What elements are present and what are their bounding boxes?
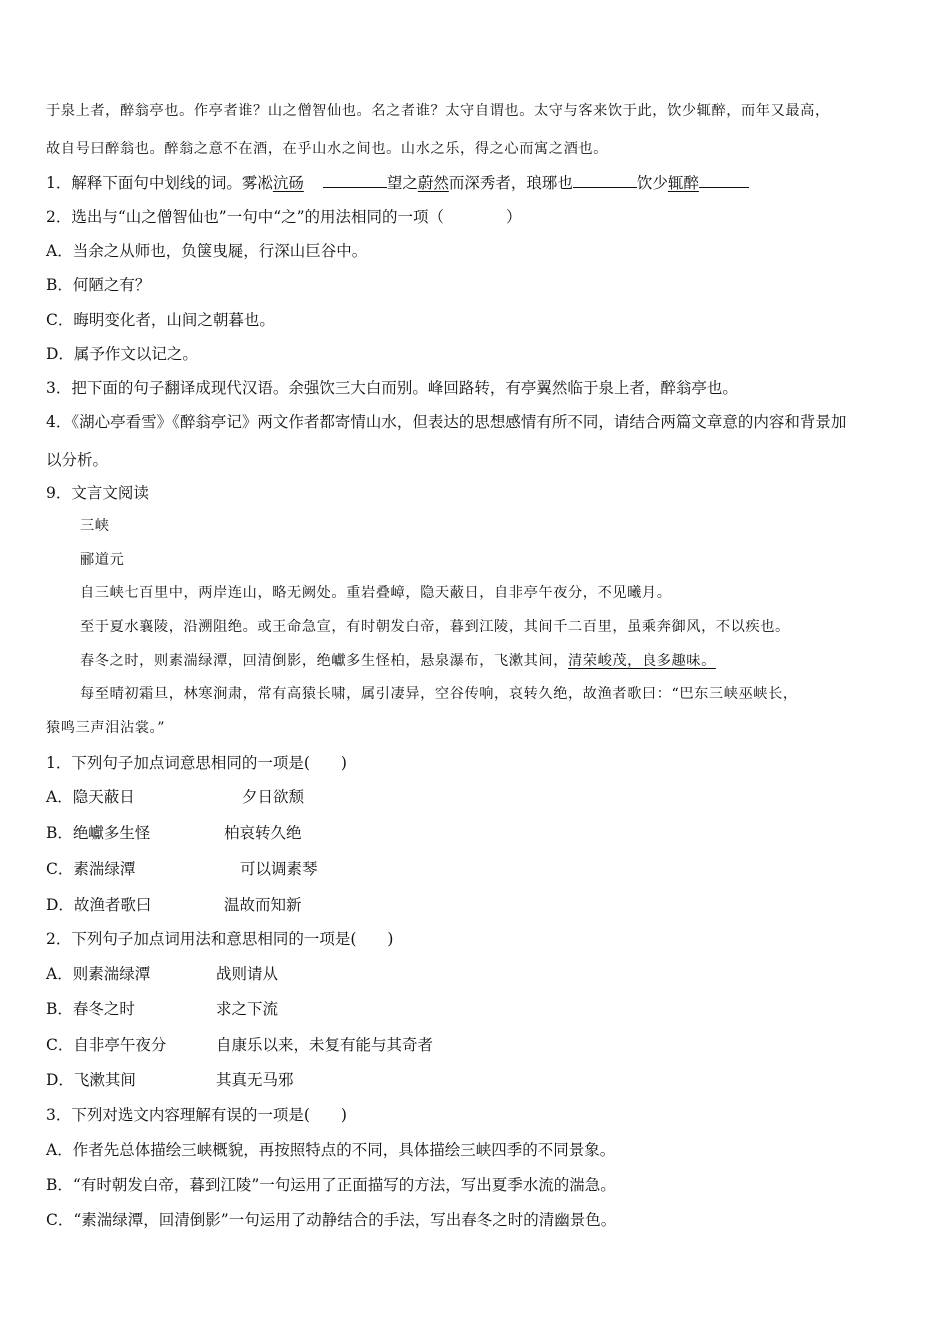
question-4-line-2: 以分析。 — [46, 451, 109, 469]
sub-question-1-option-a[interactable] — [46, 786, 305, 808]
passage-paragraph-3-underlined: 清荣峻茂，良多趣味。 — [568, 653, 716, 669]
passage-paragraph-4-line-2: 猿鸣三声泪沾裳。” — [46, 720, 166, 736]
sub-question-1-stem: 1．下列句子加点词意思相同的一项是( ) — [46, 754, 347, 772]
option-left: C．素湍绿潭 — [46, 860, 136, 878]
question-2-option-c[interactable]: C．晦明变化者，山间之朝暮也。 — [46, 311, 275, 329]
passage-line-1: 于泉上者，醉翁亭也。作亭者谁？山之僧智仙也。名之者谁？太守自谓也。太守与客来饮于此，饮少辄醉，而年又最高， — [46, 103, 830, 119]
sub-question-3-option-a[interactable]: A．作者先总体描绘三峡概貌，再按照特点的不同，具体描绘三峡四季的不同景象。 — [46, 1141, 616, 1159]
sub-question-2-option-a[interactable] — [46, 963, 279, 985]
sub-question-3-option-b[interactable]: B．“有时朝发白帝，暮到江陵”一句运用了正面描写的方法，写出夏季水流的湍急。 — [46, 1176, 616, 1194]
passage-paragraph-3 — [80, 650, 716, 672]
sub-question-2-option-d[interactable] — [46, 1069, 294, 1091]
option-left: C．自非亭午夜分 — [46, 1036, 167, 1054]
section-9-heading: 9．文言文阅读 — [46, 484, 149, 502]
option-left: B．春冬之时 — [46, 1000, 135, 1018]
question-1-word-2: 蔚然 — [417, 174, 449, 192]
question-2-option-d[interactable]: D．属予作文以记之。 — [46, 345, 198, 363]
option-left: D．故渔者歌曰 — [46, 896, 152, 914]
passage-paragraph-4-line-1: 每至晴初霜旦，林寒涧肃，常有高猿长啸，属引凄异，空谷传响，哀转久绝，故渔者歌曰：“巴东三峡巫峡长， — [80, 686, 798, 702]
question-2-option-b[interactable]: B．何陋之有？ — [46, 276, 151, 294]
question-2-stem: 2．选出与“山之僧智仙也”一句中“之”的用法相同的一项（ ） — [46, 208, 522, 226]
question-1 — [46, 172, 749, 194]
sub-question-2-stem: 2．下列句子加点词用法和意思相同的一项是( ) — [46, 930, 394, 948]
option-right: 求之下流 — [216, 1000, 279, 1018]
option-right: 自康乐以来，未复有能与其奇者 — [216, 1036, 434, 1054]
answer-blank-3[interactable] — [699, 173, 749, 188]
sub-question-1-option-d[interactable] — [46, 894, 302, 916]
question-1-prefix: 1．解释下面句中划线的词。雾凇 — [46, 174, 273, 192]
sub-question-2-option-c[interactable] — [46, 1034, 434, 1056]
option-right: 温故而知新 — [224, 896, 302, 914]
answer-blank-2[interactable] — [573, 173, 637, 188]
sub-question-1-option-c[interactable] — [46, 858, 318, 880]
passage-line-2: 故自号曰醉翁也。醉翁之意不在酒，在乎山水之间也。山水之乐，得之心而寓之酒也。 — [46, 141, 608, 157]
passage-paragraph-3-text: 春冬之时，则素湍绿潭，回清倒影，绝巘多生怪柏，悬泉瀑布，飞漱其间， — [80, 653, 568, 669]
option-left: B．绝巘多生怪 — [46, 824, 151, 842]
passage-paragraph-2: 至于夏水襄陵，沿溯阻绝。或王命急宣，有时朝发白帝，暮到江陵，其间千二百里，虽乘奔御风，不以疾也。 — [80, 619, 790, 635]
option-right: 夕日欲颓 — [242, 788, 305, 806]
question-1-word-1: 沆砀 — [272, 174, 304, 192]
passage-title: 三峡 — [80, 518, 110, 534]
option-right: 柏哀转久绝 — [224, 824, 302, 842]
option-left: D．飞漱其间 — [46, 1071, 136, 1089]
sub-question-2-option-b[interactable] — [46, 998, 279, 1020]
sub-question-1-option-b[interactable] — [46, 822, 302, 844]
option-left: A．则素湍绿潭 — [46, 965, 151, 983]
question-3: 3．把下面的句子翻译成现代汉语。余强饮三大白而别。峰回路转，有亭翼然临于泉上者，醉翁亭也。 — [46, 379, 738, 397]
question-1-mid-1: 望之 — [386, 174, 418, 192]
question-1-mid-3: 饮少 — [636, 174, 668, 192]
question-1-word-3: 辄醉 — [667, 174, 699, 192]
option-right: 战则请从 — [216, 965, 279, 983]
option-right: 其真无马邪 — [216, 1071, 294, 1089]
sub-question-3-stem: 3．下列对选文内容理解有误的一项是( ) — [46, 1106, 347, 1124]
sub-question-3-option-c[interactable]: C．“素湍绿潭，回清倒影”一句运用了动静结合的手法，写出春冬之时的清幽景色。 — [46, 1211, 617, 1229]
option-right: 可以调素琴 — [240, 860, 318, 878]
question-2-option-a[interactable]: A．当余之从师也，负箧曳屣，行深山巨谷中。 — [46, 242, 368, 260]
passage-paragraph-1: 自三峡七百里中，两岸连山，略无阙处。重岩叠嶂，隐天蔽日，自非亭午夜分，不见曦月。 — [80, 585, 672, 601]
question-1-mid-2: 而深秀者，琅琊也 — [448, 174, 573, 192]
option-left: A．隐天蔽日 — [46, 788, 135, 806]
answer-blank-1[interactable] — [323, 173, 387, 188]
question-4-line-1: 4．《湖心亭看雪》《醉翁亭记》两文作者都寄情山水，但表达的思想感情有所不同，请结合两篇文章意的内容和背景加 — [46, 413, 847, 431]
passage-author: 郦道元 — [80, 552, 125, 568]
